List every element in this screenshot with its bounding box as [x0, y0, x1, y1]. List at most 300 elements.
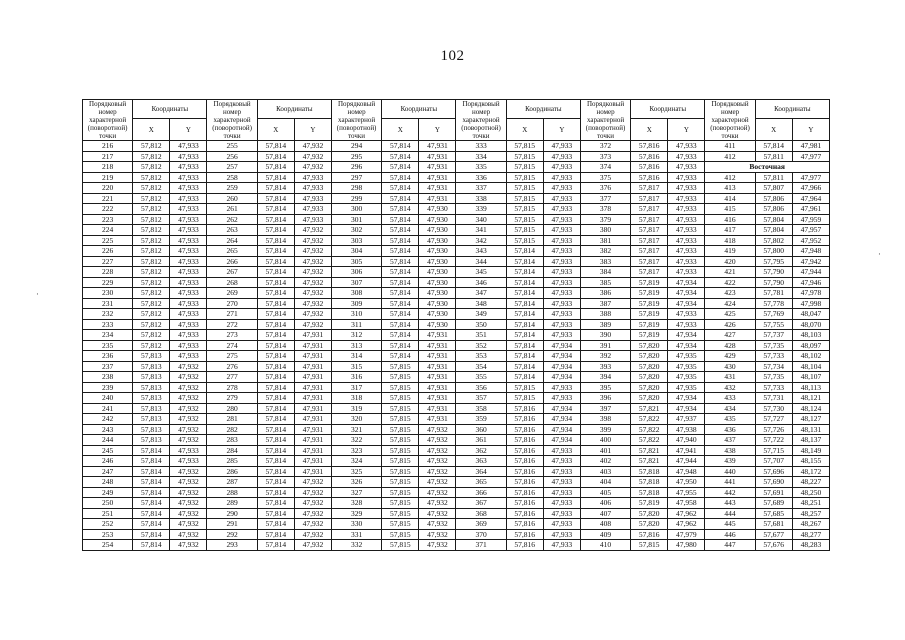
y-coordinate-cell: 47,935: [668, 361, 705, 372]
point-number-cell: 343: [456, 246, 506, 257]
x-coordinate-cell: 57,815: [382, 466, 419, 477]
point-number-cell: 328: [331, 498, 381, 509]
point-number-cell: 246: [83, 456, 133, 467]
x-coordinate-cell: 57,813: [133, 435, 170, 446]
table-row: [83, 162, 830, 173]
order-number-header: Порядковый номер характерной (поворотной) точки: [705, 100, 755, 141]
x-coordinate-cell: 57,806: [755, 193, 792, 204]
y-coordinate-cell: 47,934: [543, 372, 580, 383]
x-coordinate-cell: 57,814: [257, 529, 294, 540]
x-coordinate-cell: 57,814: [382, 214, 419, 225]
point-number-cell: 305: [331, 256, 381, 267]
table-row: [83, 183, 830, 194]
point-number-cell: 346: [456, 277, 506, 288]
x-coordinate-cell: 57,814: [382, 288, 419, 299]
y-coordinate-cell: 47,930: [419, 288, 456, 299]
y-coordinate-cell: 47,933: [543, 466, 580, 477]
table-row: [83, 424, 830, 435]
y-coordinate-cell: 47,957: [792, 225, 829, 236]
x-coordinate-cell: 57,815: [382, 393, 419, 404]
x-coordinate-cell: 57,814: [257, 519, 294, 530]
x-coordinate-cell: 57,816: [631, 162, 668, 173]
y-coordinate-cell: 47,931: [419, 372, 456, 383]
y-coordinate-cell: 47,933: [668, 214, 705, 225]
x-header: X: [755, 119, 792, 141]
x-coordinate-cell: 57,812: [133, 309, 170, 320]
x-coordinate-cell: 57,814: [257, 277, 294, 288]
point-number-cell: 426: [705, 319, 755, 330]
y-coordinate-cell: 47,931: [294, 435, 331, 446]
y-coordinate-cell: 47,932: [294, 508, 331, 519]
x-coordinate-cell: 57,816: [631, 151, 668, 162]
y-coordinate-cell: 47,942: [792, 256, 829, 267]
y-coordinate-cell: 48,227: [792, 477, 829, 488]
x-coordinate-cell: 57,814: [506, 277, 543, 288]
x-coordinate-cell: 57,707: [755, 456, 792, 467]
point-number-cell: 299: [331, 193, 381, 204]
point-number-cell: 361: [456, 435, 506, 446]
point-number-cell: 264: [207, 235, 257, 246]
y-coordinate-cell: 47,931: [294, 351, 331, 362]
y-coordinate-cell: 47,933: [668, 225, 705, 236]
y-coordinate-cell: 47,934: [668, 340, 705, 351]
point-number-cell: 297: [331, 172, 381, 183]
point-number-cell: 322: [331, 435, 381, 446]
y-header: Y: [668, 119, 705, 141]
order-number-header: Порядковый номер характерной (поворотной) точки: [331, 100, 381, 141]
x-coordinate-cell: 57,819: [631, 498, 668, 509]
point-number-cell: 227: [83, 256, 133, 267]
point-number-cell: 373: [580, 151, 630, 162]
point-number-cell: 363: [456, 456, 506, 467]
y-coordinate-cell: 48,121: [792, 393, 829, 404]
point-number-cell: 237: [83, 361, 133, 372]
point-number-cell: 327: [331, 487, 381, 498]
x-coordinate-cell: 57,816: [506, 445, 543, 456]
point-number-cell: 374: [580, 162, 630, 173]
y-coordinate-cell: 47,932: [294, 256, 331, 267]
y-coordinate-cell: 47,933: [543, 225, 580, 236]
y-coordinate-cell: 47,932: [170, 361, 207, 372]
y-coordinate-cell: 47,933: [668, 172, 705, 183]
y-coordinate-cell: 47,932: [170, 414, 207, 425]
y-coordinate-cell: 47,930: [419, 309, 456, 320]
point-number-cell: 349: [456, 309, 506, 320]
x-coordinate-cell: 57,818: [631, 487, 668, 498]
y-coordinate-cell: 47,932: [170, 424, 207, 435]
table-body: [83, 141, 830, 551]
y-coordinate-cell: 47,933: [170, 319, 207, 330]
x-coordinate-cell: 57,814: [257, 477, 294, 488]
y-coordinate-cell: 47,933: [170, 256, 207, 267]
y-coordinate-cell: 47,933: [543, 309, 580, 320]
x-coordinate-cell: 57,815: [506, 204, 543, 215]
point-number-cell: 391: [580, 340, 630, 351]
y-coordinate-cell: 47,931: [294, 456, 331, 467]
y-coordinate-cell: 47,934: [668, 288, 705, 299]
point-number-cell: 242: [83, 414, 133, 425]
point-number-cell: 252: [83, 519, 133, 530]
x-coordinate-cell: 57,815: [506, 214, 543, 225]
y-coordinate-cell: 47,933: [543, 540, 580, 551]
y-coordinate-cell: 47,933: [543, 298, 580, 309]
point-number-cell: 387: [580, 298, 630, 309]
point-number-cell: 232: [83, 309, 133, 320]
point-number-cell: 233: [83, 319, 133, 330]
y-coordinate-cell: 47,931: [419, 414, 456, 425]
y-coordinate-cell: 47,932: [170, 435, 207, 446]
coordinates-header: Координаты: [257, 100, 331, 119]
point-number-cell: 337: [456, 183, 506, 194]
y-coordinate-cell: 47,958: [668, 498, 705, 509]
y-coordinate-cell: 47,962: [668, 508, 705, 519]
table-row: [83, 351, 830, 362]
y-coordinate-cell: 47,933: [543, 235, 580, 246]
point-number-cell: 313: [331, 340, 381, 351]
x-coordinate-cell: 57,730: [755, 403, 792, 414]
y-coordinate-cell: 48,107: [792, 372, 829, 383]
x-coordinate-cell: 57,814: [257, 424, 294, 435]
y-coordinate-cell: 47,934: [668, 298, 705, 309]
x-coordinate-cell: 57,812: [133, 319, 170, 330]
y-coordinate-cell: 47,933: [170, 204, 207, 215]
point-number-cell: 231: [83, 298, 133, 309]
y-coordinate-cell: 47,940: [668, 435, 705, 446]
point-number-cell: 288: [207, 487, 257, 498]
point-number-cell: 302: [331, 225, 381, 236]
x-coordinate-cell: 57,815: [506, 382, 543, 393]
x-coordinate-cell: 57,815: [382, 540, 419, 551]
point-number-cell: 262: [207, 214, 257, 225]
point-number-cell: 260: [207, 193, 257, 204]
y-coordinate-cell: 47,932: [170, 477, 207, 488]
x-coordinate-cell: 57,817: [631, 214, 668, 225]
x-coordinate-cell: 57,814: [506, 246, 543, 257]
x-coordinate-cell: 57,814: [257, 183, 294, 194]
y-coordinate-cell: 47,931: [294, 330, 331, 341]
y-coordinate-cell: 47,933: [294, 204, 331, 215]
y-coordinate-cell: 47,932: [170, 498, 207, 509]
x-coordinate-cell: 57,813: [133, 351, 170, 362]
y-coordinate-cell: 47,981: [792, 141, 829, 152]
x-coordinate-cell: 57,814: [257, 141, 294, 152]
y-coordinate-cell: 47,959: [792, 214, 829, 225]
y-coordinate-cell: 48,172: [792, 466, 829, 477]
y-coordinate-cell: 48,283: [792, 540, 829, 551]
x-coordinate-cell: 57,814: [257, 403, 294, 414]
table-row: [83, 330, 830, 341]
x-coordinate-cell: 57,814: [506, 288, 543, 299]
table-row: [83, 267, 830, 278]
y-coordinate-cell: 47,931: [294, 361, 331, 372]
y-coordinate-cell: 47,933: [543, 256, 580, 267]
table-row: [83, 277, 830, 288]
point-number-cell: 243: [83, 424, 133, 435]
y-coordinate-cell: 47,933: [668, 183, 705, 194]
y-coordinate-cell: 47,932: [419, 498, 456, 509]
x-coordinate-cell: 57,814: [257, 351, 294, 362]
point-number-cell: 377: [580, 193, 630, 204]
y-coordinate-cell: 47,932: [419, 487, 456, 498]
point-number-cell: 235: [83, 340, 133, 351]
y-coordinate-cell: 47,932: [294, 235, 331, 246]
y-coordinate-cell: 47,933: [170, 267, 207, 278]
point-number-cell: 334: [456, 151, 506, 162]
x-coordinate-cell: 57,814: [506, 340, 543, 351]
y-coordinate-cell: 47,934: [543, 361, 580, 372]
x-coordinate-cell: 57,814: [382, 141, 419, 152]
point-number-cell: 285: [207, 456, 257, 467]
x-coordinate-cell: 57,816: [506, 487, 543, 498]
x-coordinate-cell: 57,814: [506, 351, 543, 362]
x-header: X: [631, 119, 668, 141]
point-number-cell: 309: [331, 298, 381, 309]
y-coordinate-cell: 47,933: [543, 498, 580, 509]
x-coordinate-cell: 57,795: [755, 256, 792, 267]
point-number-cell: 364: [456, 466, 506, 477]
x-coordinate-cell: 57,816: [506, 498, 543, 509]
point-number-cell: 245: [83, 445, 133, 456]
y-coordinate-cell: 47,932: [294, 477, 331, 488]
point-number-cell: 433: [705, 393, 755, 404]
x-coordinate-cell: 57,819: [631, 330, 668, 341]
x-coordinate-cell: 57,727: [755, 414, 792, 425]
y-coordinate-cell: 47,931: [419, 403, 456, 414]
x-coordinate-cell: 57,817: [631, 204, 668, 215]
point-number-cell: 289: [207, 498, 257, 509]
point-number-cell: 216: [83, 141, 133, 152]
x-coordinate-cell: 57,814: [257, 214, 294, 225]
y-coordinate-cell: 47,931: [419, 361, 456, 372]
point-number-cell: 412: [705, 151, 755, 162]
point-number-cell: 249: [83, 487, 133, 498]
point-number-cell: 308: [331, 288, 381, 299]
y-coordinate-cell: 47,933: [543, 204, 580, 215]
x-coordinate-cell: 57,814: [257, 372, 294, 383]
point-number-cell: 240: [83, 393, 133, 404]
point-number-cell: 338: [456, 193, 506, 204]
x-coordinate-cell: 57,817: [631, 193, 668, 204]
point-number-cell: 397: [580, 403, 630, 414]
x-coordinate-cell: 57,814: [257, 487, 294, 498]
point-number-cell: 251: [83, 508, 133, 519]
x-coordinate-cell: 57,681: [755, 519, 792, 530]
point-number-cell: 336: [456, 172, 506, 183]
y-coordinate-cell: 47,933: [668, 141, 705, 152]
y-coordinate-cell: 47,952: [792, 235, 829, 246]
x-coordinate-cell: 57,815: [506, 393, 543, 404]
x-coordinate-cell: 57,815: [382, 382, 419, 393]
table-row: [83, 151, 830, 162]
y-coordinate-cell: 47,932: [170, 372, 207, 383]
point-number-cell: 388: [580, 309, 630, 320]
y-coordinate-cell: 47,955: [668, 487, 705, 498]
y-coordinate-cell: 47,998: [792, 298, 829, 309]
point-number-cell: 277: [207, 372, 257, 383]
y-coordinate-cell: 47,980: [668, 540, 705, 551]
x-coordinate-cell: 57,800: [755, 246, 792, 257]
point-number-cell: 366: [456, 487, 506, 498]
point-number-cell: 332: [331, 540, 381, 551]
y-coordinate-cell: 47,935: [668, 351, 705, 362]
x-coordinate-cell: 57,814: [382, 162, 419, 173]
table-row: [83, 519, 830, 530]
x-coordinate-cell: 57,696: [755, 466, 792, 477]
x-coordinate-cell: 57,815: [382, 529, 419, 540]
x-coordinate-cell: 57,814: [382, 235, 419, 246]
point-number-cell: 298: [331, 183, 381, 194]
y-coordinate-cell: 48,137: [792, 435, 829, 446]
point-number-cell: 320: [331, 414, 381, 425]
point-number-cell: 330: [331, 519, 381, 530]
table-row: [83, 414, 830, 425]
point-number-cell: 375: [580, 172, 630, 183]
x-coordinate-cell: 57,814: [506, 361, 543, 372]
y-coordinate-cell: 47,933: [668, 246, 705, 257]
point-number-cell: 405: [580, 487, 630, 498]
y-coordinate-cell: 47,931: [419, 172, 456, 183]
x-coordinate-cell: 57,816: [506, 435, 543, 446]
point-number-cell: 268: [207, 277, 257, 288]
x-coordinate-cell: 57,814: [257, 193, 294, 204]
coordinates-table: [82, 99, 830, 551]
point-number-cell: 316: [331, 372, 381, 383]
y-coordinate-cell: 47,932: [419, 508, 456, 519]
table-row: [83, 456, 830, 467]
point-number-cell: 258: [207, 172, 257, 183]
point-number-cell: 219: [83, 172, 133, 183]
y-coordinate-cell: 47,944: [668, 456, 705, 467]
point-number-cell: 315: [331, 361, 381, 372]
x-coordinate-cell: 57,812: [133, 298, 170, 309]
table-row: [83, 319, 830, 330]
y-coordinate-cell: 47,932: [294, 162, 331, 173]
point-number-cell: 281: [207, 414, 257, 425]
y-header: Y: [792, 119, 829, 141]
point-number-cell: 420: [705, 256, 755, 267]
x-coordinate-cell: 57,815: [506, 225, 543, 236]
point-number-cell: 368: [456, 508, 506, 519]
point-number-cell: 383: [580, 256, 630, 267]
point-number-cell: 350: [456, 319, 506, 330]
x-coordinate-cell: 57,814: [133, 487, 170, 498]
point-number-cell: 369: [456, 519, 506, 530]
x-coordinate-cell: 57,813: [133, 424, 170, 435]
x-coordinate-cell: 57,807: [755, 183, 792, 194]
table-row: [83, 246, 830, 257]
point-number-cell: 221: [83, 193, 133, 204]
point-number-cell: 225: [83, 235, 133, 246]
x-coordinate-cell: 57,814: [257, 298, 294, 309]
x-coordinate-cell: 57,778: [755, 298, 792, 309]
x-coordinate-cell: 57,814: [133, 519, 170, 530]
point-number-cell: 429: [705, 351, 755, 362]
point-number-cell: 263: [207, 225, 257, 236]
x-coordinate-cell: 57,815: [382, 498, 419, 509]
x-coordinate-cell: 57,814: [257, 172, 294, 183]
point-number-cell: 291: [207, 519, 257, 530]
point-number-cell: 276: [207, 361, 257, 372]
y-coordinate-cell: 47,933: [170, 288, 207, 299]
x-header: X: [257, 119, 294, 141]
x-coordinate-cell: 57,814: [755, 141, 792, 152]
y-coordinate-cell: 47,930: [419, 214, 456, 225]
x-coordinate-cell: 57,814: [257, 204, 294, 215]
point-number-cell: 303: [331, 235, 381, 246]
point-number-cell: 254: [83, 540, 133, 551]
x-coordinate-cell: 57,804: [755, 225, 792, 236]
y-header: Y: [543, 119, 580, 141]
x-coordinate-cell: 57,814: [257, 246, 294, 257]
point-number-cell: 283: [207, 435, 257, 446]
point-number-cell: 382: [580, 246, 630, 257]
point-number-cell: 296: [331, 162, 381, 173]
table-row: [83, 508, 830, 519]
table-row: [83, 382, 830, 393]
point-number-cell: 362: [456, 445, 506, 456]
point-number-cell: 437: [705, 435, 755, 446]
x-coordinate-cell: 57,812: [133, 340, 170, 351]
y-coordinate-cell: 47,931: [294, 340, 331, 351]
y-coordinate-cell: 47,933: [294, 172, 331, 183]
margin-mark: ·: [36, 290, 39, 300]
x-coordinate-cell: 57,814: [382, 246, 419, 257]
point-number-cell: 384: [580, 267, 630, 278]
point-number-cell: 282: [207, 424, 257, 435]
point-number-cell: 400: [580, 435, 630, 446]
y-coordinate-cell: 47,934: [543, 435, 580, 446]
point-number-cell: 395: [580, 382, 630, 393]
x-coordinate-cell: 57,755: [755, 319, 792, 330]
y-coordinate-cell: 47,964: [792, 193, 829, 204]
point-number-cell: 399: [580, 424, 630, 435]
x-coordinate-cell: 57,814: [257, 361, 294, 372]
point-number-cell: 418: [705, 235, 755, 246]
y-coordinate-cell: 47,932: [170, 540, 207, 551]
y-coordinate-cell: 47,930: [419, 298, 456, 309]
x-coordinate-cell: 57,820: [631, 340, 668, 351]
y-coordinate-cell: 47,933: [543, 141, 580, 152]
x-coordinate-cell: 57,814: [133, 456, 170, 467]
y-coordinate-cell: 47,930: [419, 225, 456, 236]
x-coordinate-cell: 57,735: [755, 340, 792, 351]
x-coordinate-cell: 57,815: [382, 477, 419, 488]
point-number-cell: 261: [207, 204, 257, 215]
y-coordinate-cell: 47,933: [668, 256, 705, 267]
table-row: [83, 445, 830, 456]
y-coordinate-cell: 48,127: [792, 414, 829, 425]
x-coordinate-cell: 57,822: [631, 414, 668, 425]
point-number-cell: 244: [83, 435, 133, 446]
x-coordinate-cell: 57,820: [631, 382, 668, 393]
y-coordinate-cell: 47,932: [294, 487, 331, 498]
y-coordinate-cell: 47,933: [668, 267, 705, 278]
point-number-cell: 278: [207, 382, 257, 393]
table-row: [83, 529, 830, 540]
y-coordinate-cell: 47,933: [543, 288, 580, 299]
y-coordinate-cell: 47,933: [543, 193, 580, 204]
y-coordinate-cell: 47,933: [170, 172, 207, 183]
y-coordinate-cell: 47,933: [543, 319, 580, 330]
y-coordinate-cell: 47,962: [668, 519, 705, 530]
point-number-cell: 234: [83, 330, 133, 341]
x-coordinate-cell: 57,816: [506, 477, 543, 488]
point-number-cell: 274: [207, 340, 257, 351]
x-header: X: [506, 119, 543, 141]
x-coordinate-cell: 57,685: [755, 508, 792, 519]
x-coordinate-cell: 57,814: [257, 267, 294, 278]
point-number-cell: 376: [580, 183, 630, 194]
